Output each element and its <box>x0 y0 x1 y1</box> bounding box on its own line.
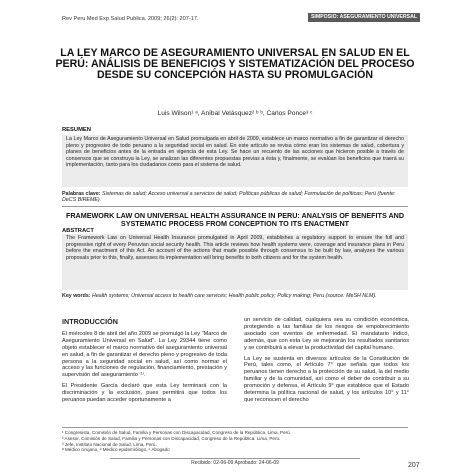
footnote: ³ Jefe, Instituto Nacional de Salud. Lima, Perú. <box>62 441 157 447</box>
left-paragraph: El miércoles 8 de abril del año 2009 se promulgó la Ley "Marco de Aseguramiento Universal en Salud". La Ley 29344 tiene como objeto establecer el marco normativo del aseguramiento universal en salud, a fin de garantizar el derecho pleno y progresivo de toda persona a la seguridad social en salud, así como normar el acceso y las funciones de regulación, financiamiento, prestación y supervisión del aseguramiento ⁽¹⁾. <box>62 330 227 379</box>
right-paragraph: un servicio de calidad, cualquiera sea su condición económica, protegiendo a las familias de los riesgos de empobrecimiento asociado con eventos de enfermedad. El mandatario indicó, además, que con esta Ley se mejorarán los resultados sanitarios y se contribuirá a elevar la productividad del capital humano. <box>244 317 409 351</box>
article-title-es: LA LEY MARCO DE ASEGURAMIENTO UNIVERSAL EN SALUD EN EL PERÚ: ANÁLISIS DE BENEFICIOS Y SISTEMATIZACIÓN DEL PROCESO DESDE SU CONCEPCIÓN HASTA SU PROMULGACIÓN <box>55 47 415 82</box>
palabras-clave-text: Sistemas de salud; Acceso universal a servicios de salud; Políticas públicas de salud; Formulación de políticas; Perú (fuente: DeCS BIREME). <box>62 191 396 204</box>
intro-heading: INTRODUCCIÓN <box>62 317 118 326</box>
palabras-clave-label: Palabras clave: <box>62 191 101 197</box>
abstract-box <box>62 234 408 290</box>
resumen-text: La Ley Marco de Aseguramiento Universal en Salud promulgada en abril de 2009, establece un marco normativo a fin de garantizar el derecho pleno y progresivo de todo peruano a la seguridad social en salud. En este artículo se revisa cómo eran los sistemas de salud, cobertura y planes de beneficios antes de la entrada en vigencia de esta Ley. Se hace un recuento de las acciones que hicieron posible a través de consensos que se construya la Ley, se analizan las diferentes propuestas previas a ésta y, finalmente, se evalúan los beneficios que traerá su implementación, tanto para los ciudadanos como para el sistema de salud. <box>66 136 404 169</box>
resumen-heading: RESUMEN <box>62 127 91 133</box>
keywords-text: Health systems; Universal access to health care services; Health public policy; Policy making; Peru (source: MeSH NLM). <box>90 293 377 299</box>
right-column <box>244 317 409 408</box>
left-paragraph: El Presidente García declaró que esta Ley terminará con la discriminación y la exclusión, pues permitirá que todos los peruanos puedan acceder oportunamente a <box>62 383 227 404</box>
keywords <box>62 293 408 299</box>
left-column <box>62 319 227 408</box>
page-number: 207 <box>408 462 420 469</box>
section-tag: SIMPOSIO: ASEGURAMIENTO UNIVERSAL <box>308 13 420 22</box>
section-divider <box>62 206 408 207</box>
footnote: ¹ Congresista, Comisión de Salud, Familia y Personas con Discapacidad, Congreso de la República. Lima, Perú. <box>62 430 292 435</box>
footnote: ² Asesor, Comisión de Salud, Familia y Personas con Discapacidad, Congreso de la República. Lima, Perú. <box>62 435 281 441</box>
abstract-heading: ABSTRACT <box>62 228 94 234</box>
abstract-text: The Framework Law on Universal Health Insurance promulgated in April 2009, establishes a regulatory support to ensure the full and progressive right of every Peruvian social security health. This article reviews how health systems were, coverage and insurance plans in Peru before the enactment of this Act. An account of the actions that made possible through consensus to be built by law, analyzes the various proposals prior to this, finally, assesses its implementation will bring benefits to both citizens and for the system health. <box>66 235 404 261</box>
received-dates: Recibido: 02-06-09 Aprobado: 24-06-09 <box>110 458 360 467</box>
footnotes <box>62 427 408 453</box>
article-title-en: FRAMEWORK LAW ON UNIVERSAL HEALTH ASSURANCE IN PERU: ANALYSIS OF BENEFITS AND SYSTEMATIC PROCESS FROM CONCEPTION TO ITS ENACTMENT <box>65 211 405 229</box>
authors-line: Luis Wilson¹ ᵃ, Aníbal Velásquez² ᵇ ᵇ, Carlos Ponce³ ᶜ <box>157 110 313 117</box>
palabras-clave <box>62 191 408 204</box>
footnote: ᵃ Médico cirujano, ᵇ Médico epidemiólogo, ᶜ Abogado <box>62 447 170 453</box>
running-title: Rev Peru Med Exp Salud Publica. 2009; 26(2): 207-17. <box>62 16 199 22</box>
keywords-label: Key words: <box>62 293 91 299</box>
right-paragraph: La Ley se sustenta en diversos artículos de la Constitución de Perú, tales como, el Artículo 7° que señala que todos los peruanos tienen derecho a la protección de su salud, la del medio familiar y de la comunidad, así como el deber de contribuir a su promoción y defensa, el Artículo 9° que establece que el Estado determina la política nacional de salud, y los artículos 10° y 11° que reconocen el derecho <box>244 355 409 403</box>
resumen-box <box>62 135 408 187</box>
